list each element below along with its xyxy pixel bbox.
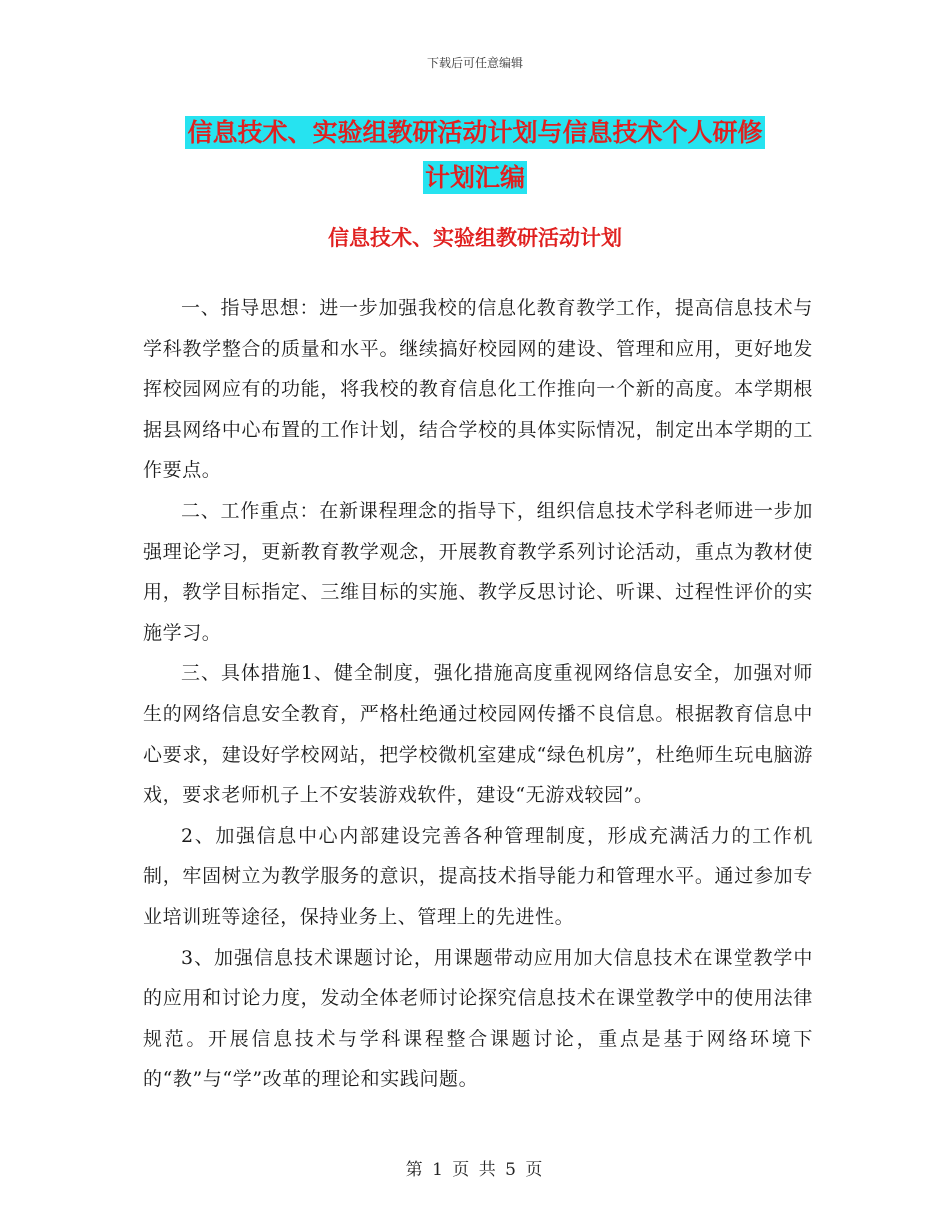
- document-title-line-1: 信息技术、实验组教研活动计划与信息技术个人研修: [187, 118, 763, 147]
- paragraph-measures-2: 2、加强信息中心内部建设完善各种管理制度，形成充满活力的工作机制，牢固树立为教学服务的意识，提高技术指导能力和管理水平。通过参加专业培训班等途径，保持业务上、管理上的先进性。: [143, 824, 813, 928]
- document-title: [140, 110, 810, 200]
- section-title: 信息技术、实验组教研活动计划: [328, 226, 622, 250]
- page-footer: 第 1 页 共 5 页: [405, 1160, 545, 1180]
- page-header-note: 下载后可任意编辑: [426, 56, 523, 70]
- paragraph-guiding-ideology: 一、指导思想：进一步加强我校的信息化教育教学工作，提高信息技术与学科教学整合的质量和水平。继续搞好校园网的建设、管理和应用，更好地发挥校园网应有的功能，将我校的教育信息化工作推向一个新的高度。本学期根据县网络中心布置的工作计划，结合学校的具体实际情况，制定出本学期的工作要点。: [143, 297, 813, 482]
- paragraph-measures-3: 3、加强信息技术课题讨论，用课题带动应用加大信息技术在课堂教学中的应用和讨论力度，发动全体老师讨论探究信息技术在课堂教学中的使用法律规范。开展信息技术与学科课程整合课题讨论，重点是基于网络环境下的“教”与“学”改革的理论和实践问题。: [143, 946, 813, 1091]
- document-title-line-2: 计划汇编: [424, 163, 525, 192]
- document-body: [143, 288, 813, 1100]
- paragraph-measures-1: 三、具体措施1、健全制度，强化措施高度重视网络信息安全，加强对师生的网络信息安全教育，严格杜绝通过校园网传播不良信息。根据教育信息中心要求，建设好学校网站，把学校微机室建成“绿色机房”，杜绝师生玩电脑游戏，要求老师机子上不安装游戏软件，建设“无游戏较园”。: [143, 662, 813, 807]
- paragraph-work-focus: 二、工作重点：在新课程理念的指导下，组织信息技术学科老师进一步加强理论学习，更新教育教学观念，开展教育教学系列讨论活动，重点为教材使用，教学目标指定、三维目标的实施、教学反思讨论、听课、过程性评价的实施学习。: [143, 499, 813, 644]
